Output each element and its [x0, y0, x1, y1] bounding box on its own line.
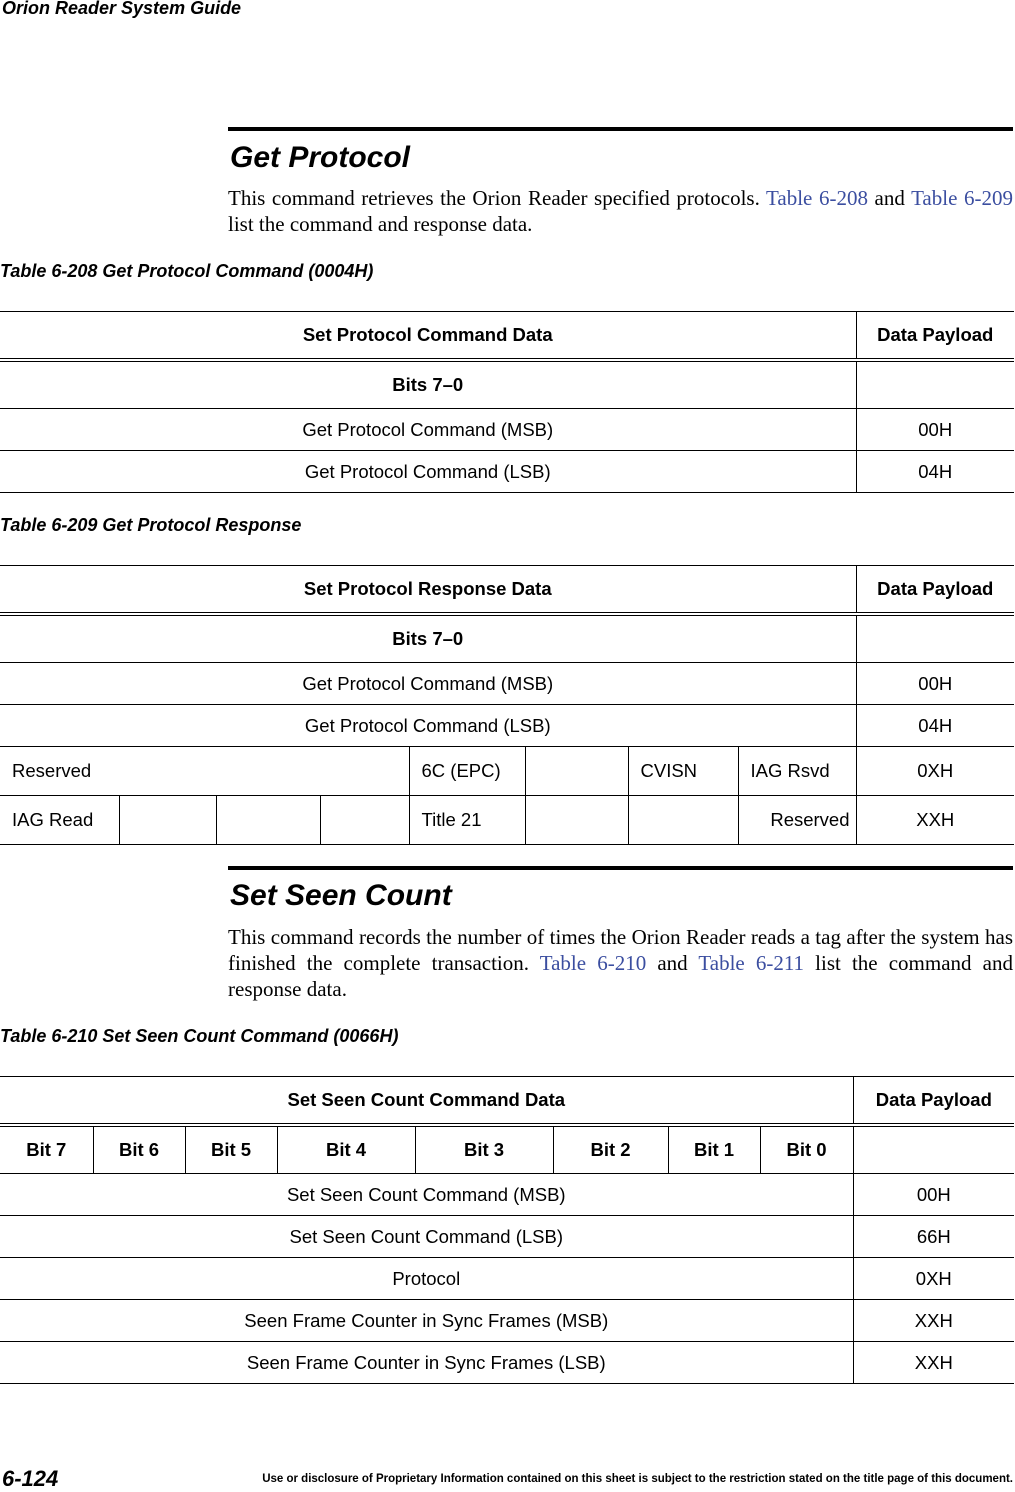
table-6-209: [0, 565, 1014, 845]
table-row: [0, 1216, 1014, 1258]
bit-cell: IAG Rsvd: [738, 747, 856, 796]
row-value: 00H: [856, 409, 1014, 451]
table-row: [0, 1174, 1014, 1216]
row-value: 04H: [856, 451, 1014, 493]
table-caption-6-209: Table 6-209 Get Protocol Response: [0, 515, 302, 535]
paragraph-text: This command records the number of times the Orion Reader reads a tag after the system has finished the complete transaction.: [228, 925, 1013, 975]
bit-4-header: Bit 4: [277, 1125, 415, 1174]
bit-cell: 6C (EPC): [409, 747, 525, 796]
bit-cell: [119, 796, 216, 845]
paragraph-set-seen-count: [228, 924, 1013, 1002]
xref-table-6-208[interactable]: Table 6-208: [766, 186, 868, 210]
row-label: Protocol: [0, 1258, 853, 1300]
bit-1-header: Bit 1: [668, 1125, 760, 1174]
table-row: [0, 1342, 1014, 1384]
bit-cell: Reserved: [738, 796, 856, 845]
bit-cell: [320, 796, 409, 845]
empty-cell: [856, 614, 1014, 663]
table-row: [0, 451, 1014, 493]
bit-7-header: Bit 7: [0, 1125, 93, 1174]
row-value: XXH: [856, 796, 1014, 845]
bit-2-header: Bit 2: [553, 1125, 668, 1174]
row-value: 04H: [856, 705, 1014, 747]
empty-cell: [853, 1125, 1014, 1174]
column-header-data: Set Protocol Response Data: [0, 566, 856, 614]
row-value: 0XH: [856, 747, 1014, 796]
paragraph-text: This command retrieves the Orion Reader specified protocols.: [228, 186, 767, 210]
column-header-payload: Data Payload: [853, 1077, 1014, 1125]
row-value: 00H: [856, 663, 1014, 705]
bits-header: Bits 7–0: [0, 360, 856, 409]
xref-table-6-211[interactable]: Table 6-211: [698, 951, 805, 975]
xref-table-6-209[interactable]: Table 6-209: [911, 186, 1013, 210]
row-value: 0XH: [853, 1258, 1014, 1300]
xref-table-6-210[interactable]: Table 6-210: [539, 951, 647, 975]
paragraph-get-protocol: [228, 185, 1013, 237]
table-row: [0, 705, 1014, 747]
row-value: 00H: [853, 1174, 1014, 1216]
bit-cell: [525, 747, 628, 796]
bit-0-header: Bit 0: [760, 1125, 853, 1174]
table-row: [0, 409, 1014, 451]
bit-cell: [525, 796, 628, 845]
table-row: [0, 1300, 1014, 1342]
section-title-set-seen-count: Set Seen Count: [230, 879, 452, 912]
bit-cell: [628, 796, 738, 845]
row-label: Get Protocol Command (MSB): [0, 663, 856, 705]
column-header-payload: Data Payload: [856, 566, 1014, 614]
row-value: XXH: [853, 1342, 1014, 1384]
bit-cell: [216, 796, 320, 845]
row-label: Get Protocol Command (MSB): [0, 409, 856, 451]
table-6-210: [0, 1076, 1014, 1384]
row-value: XXH: [853, 1300, 1014, 1342]
table-caption-6-208: Table 6-208 Get Protocol Command (0004H): [0, 261, 374, 281]
bit-cell: Title 21: [409, 796, 525, 845]
page-number: 6-124: [2, 1466, 59, 1491]
table-caption-6-210: Table 6-210 Set Seen Count Command (0066H): [0, 1026, 399, 1046]
proprietary-notice: Use or disclosure of Proprietary Information contained on this sheet is subject to the restriction stated on the title page of this document.: [262, 1473, 1013, 1485]
column-header-data: Set Seen Count Command Data: [0, 1077, 853, 1125]
section-title-get-protocol: Get Protocol: [230, 141, 411, 174]
row-label: Seen Frame Counter in Sync Frames (LSB): [0, 1342, 853, 1384]
table-row: [0, 796, 1014, 845]
table-row: [0, 1258, 1014, 1300]
bits-header: Bits 7–0: [0, 614, 856, 663]
empty-cell: [856, 360, 1014, 409]
paragraph-text: list the command and response data.: [228, 951, 1013, 1001]
row-label: Seen Frame Counter in Sync Frames (MSB): [0, 1300, 853, 1342]
table-6-208: [0, 311, 1014, 493]
table-row: [0, 663, 1014, 705]
row-value: 66H: [853, 1216, 1014, 1258]
row-label: Set Seen Count Command (LSB): [0, 1216, 853, 1258]
bit-5-header: Bit 5: [185, 1125, 277, 1174]
bit-3-header: Bit 3: [415, 1125, 553, 1174]
bit-cell: IAG Read: [0, 796, 119, 845]
row-label: Get Protocol Command (LSB): [0, 705, 856, 747]
paragraph-text: and: [646, 951, 699, 975]
column-header-data: Set Protocol Command Data: [0, 312, 856, 360]
section-rule: [228, 866, 1013, 870]
bit-6-header: Bit 6: [93, 1125, 185, 1174]
paragraph-text: list the command and response data.: [228, 212, 533, 236]
section-rule: [228, 127, 1013, 131]
bit-cell: CVISN: [628, 747, 738, 796]
bit-cell: Reserved: [0, 747, 409, 796]
row-label: Set Seen Count Command (MSB): [0, 1174, 853, 1216]
paragraph-text: and: [867, 186, 912, 210]
table-row: [0, 747, 1014, 796]
running-header: Orion Reader System Guide: [2, 0, 242, 18]
row-label: Get Protocol Command (LSB): [0, 451, 856, 493]
column-header-payload: Data Payload: [856, 312, 1014, 360]
